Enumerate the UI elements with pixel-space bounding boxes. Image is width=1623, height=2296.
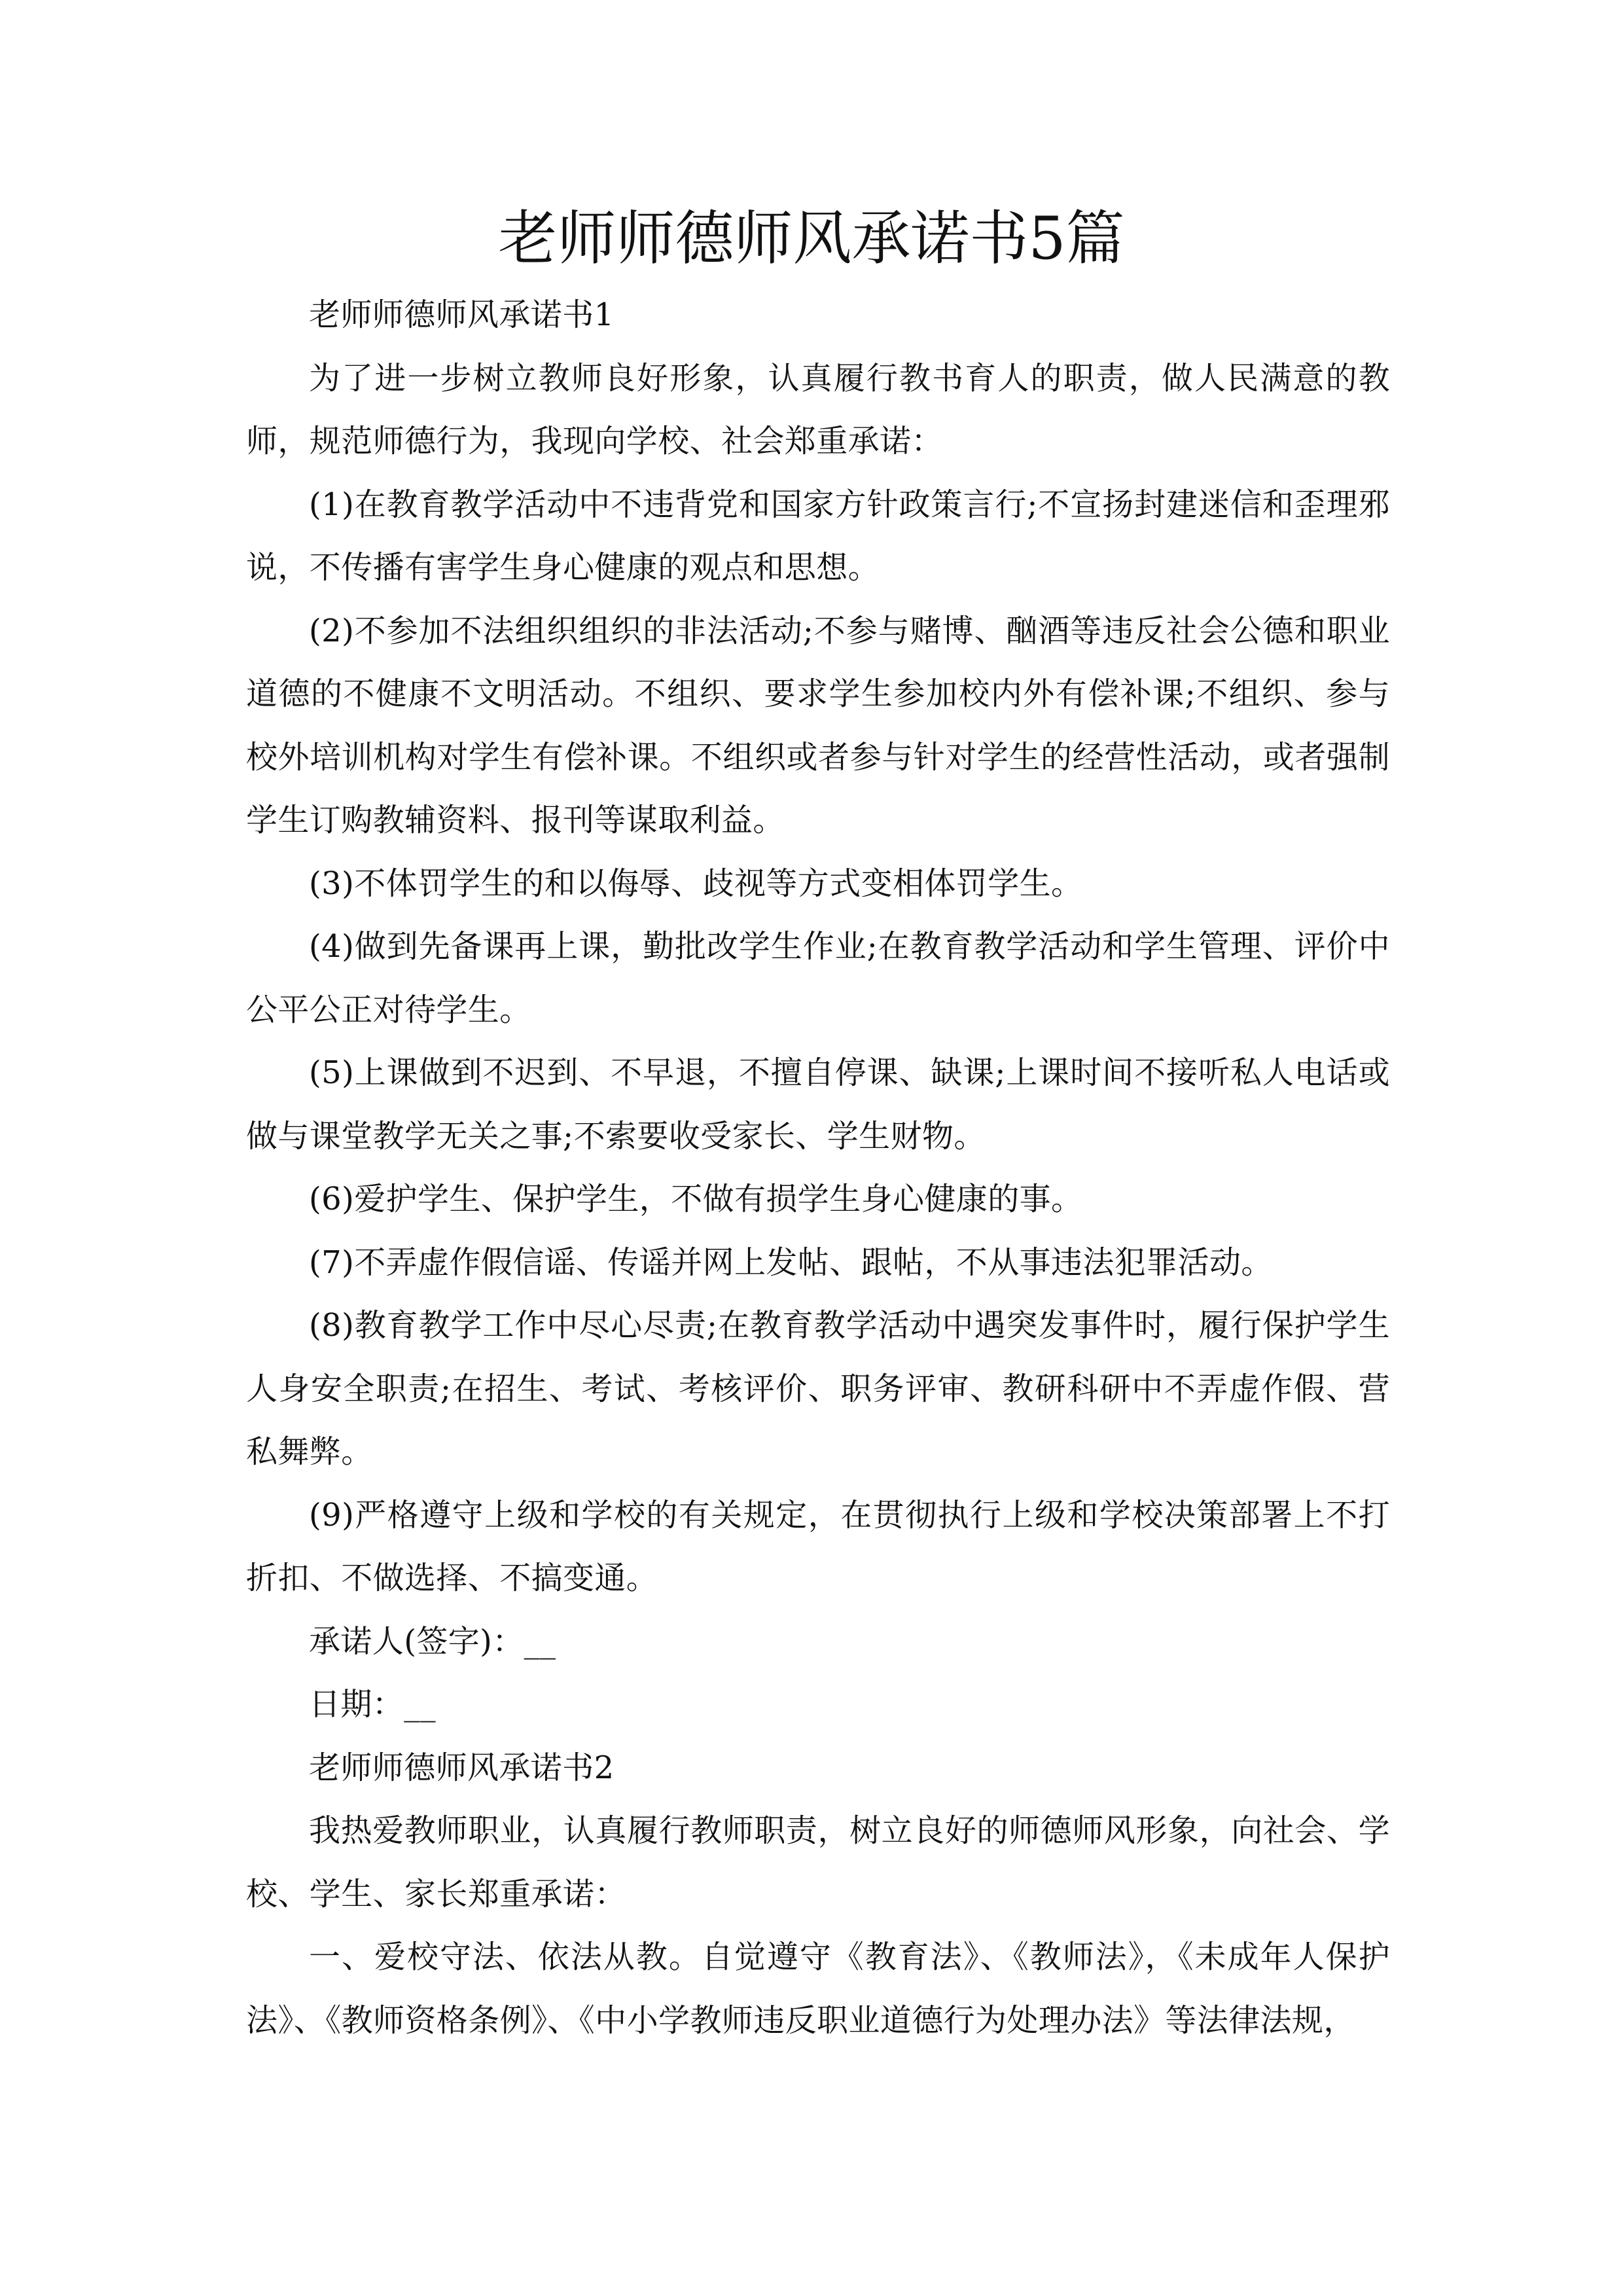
document-body (246, 283, 1390, 2052)
pledge-item-7: (7)不弄虚作假信谣、传谣并网上发帖、跟帖，不从事违法犯罪活动。 (309, 1244, 1273, 1281)
pledge-item-1: (1)在教育教学活动中不违背党和国家方针政策言行;不宣扬封建迷信和歪理邪说，不传播有害学生身心健康的观点和思想。 (246, 486, 1390, 586)
pledge-item-5: (5)上课做到不迟到、不早退，不擅自停课、缺课;上课时间不接听私人电话或做与课堂教学无关之事;不索要收受家长、学生财物。 (246, 1054, 1390, 1155)
pledge-item-4: (4)做到先备课再上课，勤批改学生作业;在教育教学活动和学生管理、评价中公平公正对待学生。 (246, 928, 1390, 1028)
section-heading-1: 老师师德师风承诺书1 (309, 296, 615, 333)
intro-paragraph-2: 我热爱教师职业，认真履行教师职责，树立良好的师德师风形象，向社会、学校、学生、家长郑重承诺： (246, 1812, 1390, 1912)
document-title: 老师师德师风承诺书5篇 (498, 204, 1125, 273)
pledge-item-3: (3)不体罚学生的和以侮辱、歧视等方式变相体罚学生。 (309, 865, 1083, 902)
pledge-item-9: (9)严格遵守上级和学校的有关规定，在贯彻执行上级和学校决策部署上不打折扣、不做选择、不搞变通。 (246, 1496, 1390, 1596)
date-line: 日期：__ (309, 1686, 437, 1723)
pledge-item-2: (2)不参加不法组织组织的非法活动;不参与赌博、酗酒等违反社会公德和职业道德的不健康不文明活动。不组织、要求学生参加校内外有偿补课;不组织、参与校外培训机构对学生有偿补课。不组织或者参与针对学生的经营性活动，或者强制学生订购教辅资料、报刊等谋取利益。 (246, 612, 1390, 838)
pledge-item-6: (6)爱护学生、保护学生，不做有损学生身心健康的事。 (309, 1181, 1083, 1217)
pledge-2-item-1: 一、爱校守法、依法从教。自觉遵守《教育法》、《教师法》，《未成年人保护法》、《教师资格条例》、《中小学教师违反职业道德行为处理办法》等法律法规， (246, 1939, 1390, 2039)
intro-paragraph: 为了进一步树立教师良好形象，认真履行教书育人的职责，做人民满意的教师，规范师德行为，我现向学校、社会郑重承诺： (246, 359, 1390, 459)
pledge-item-8: (8)教育教学工作中尽心尽责;在教育教学活动中遇突发事件时，履行保护学生人身安全职责;在招生、考试、考核评价、职务评审、教研科研中不弄虚作假、营私舞弊。 (246, 1307, 1390, 1470)
section-heading-2: 老师师德师风承诺书2 (309, 1749, 615, 1786)
signature-line: 承诺人(签字)：__ (309, 1623, 556, 1660)
